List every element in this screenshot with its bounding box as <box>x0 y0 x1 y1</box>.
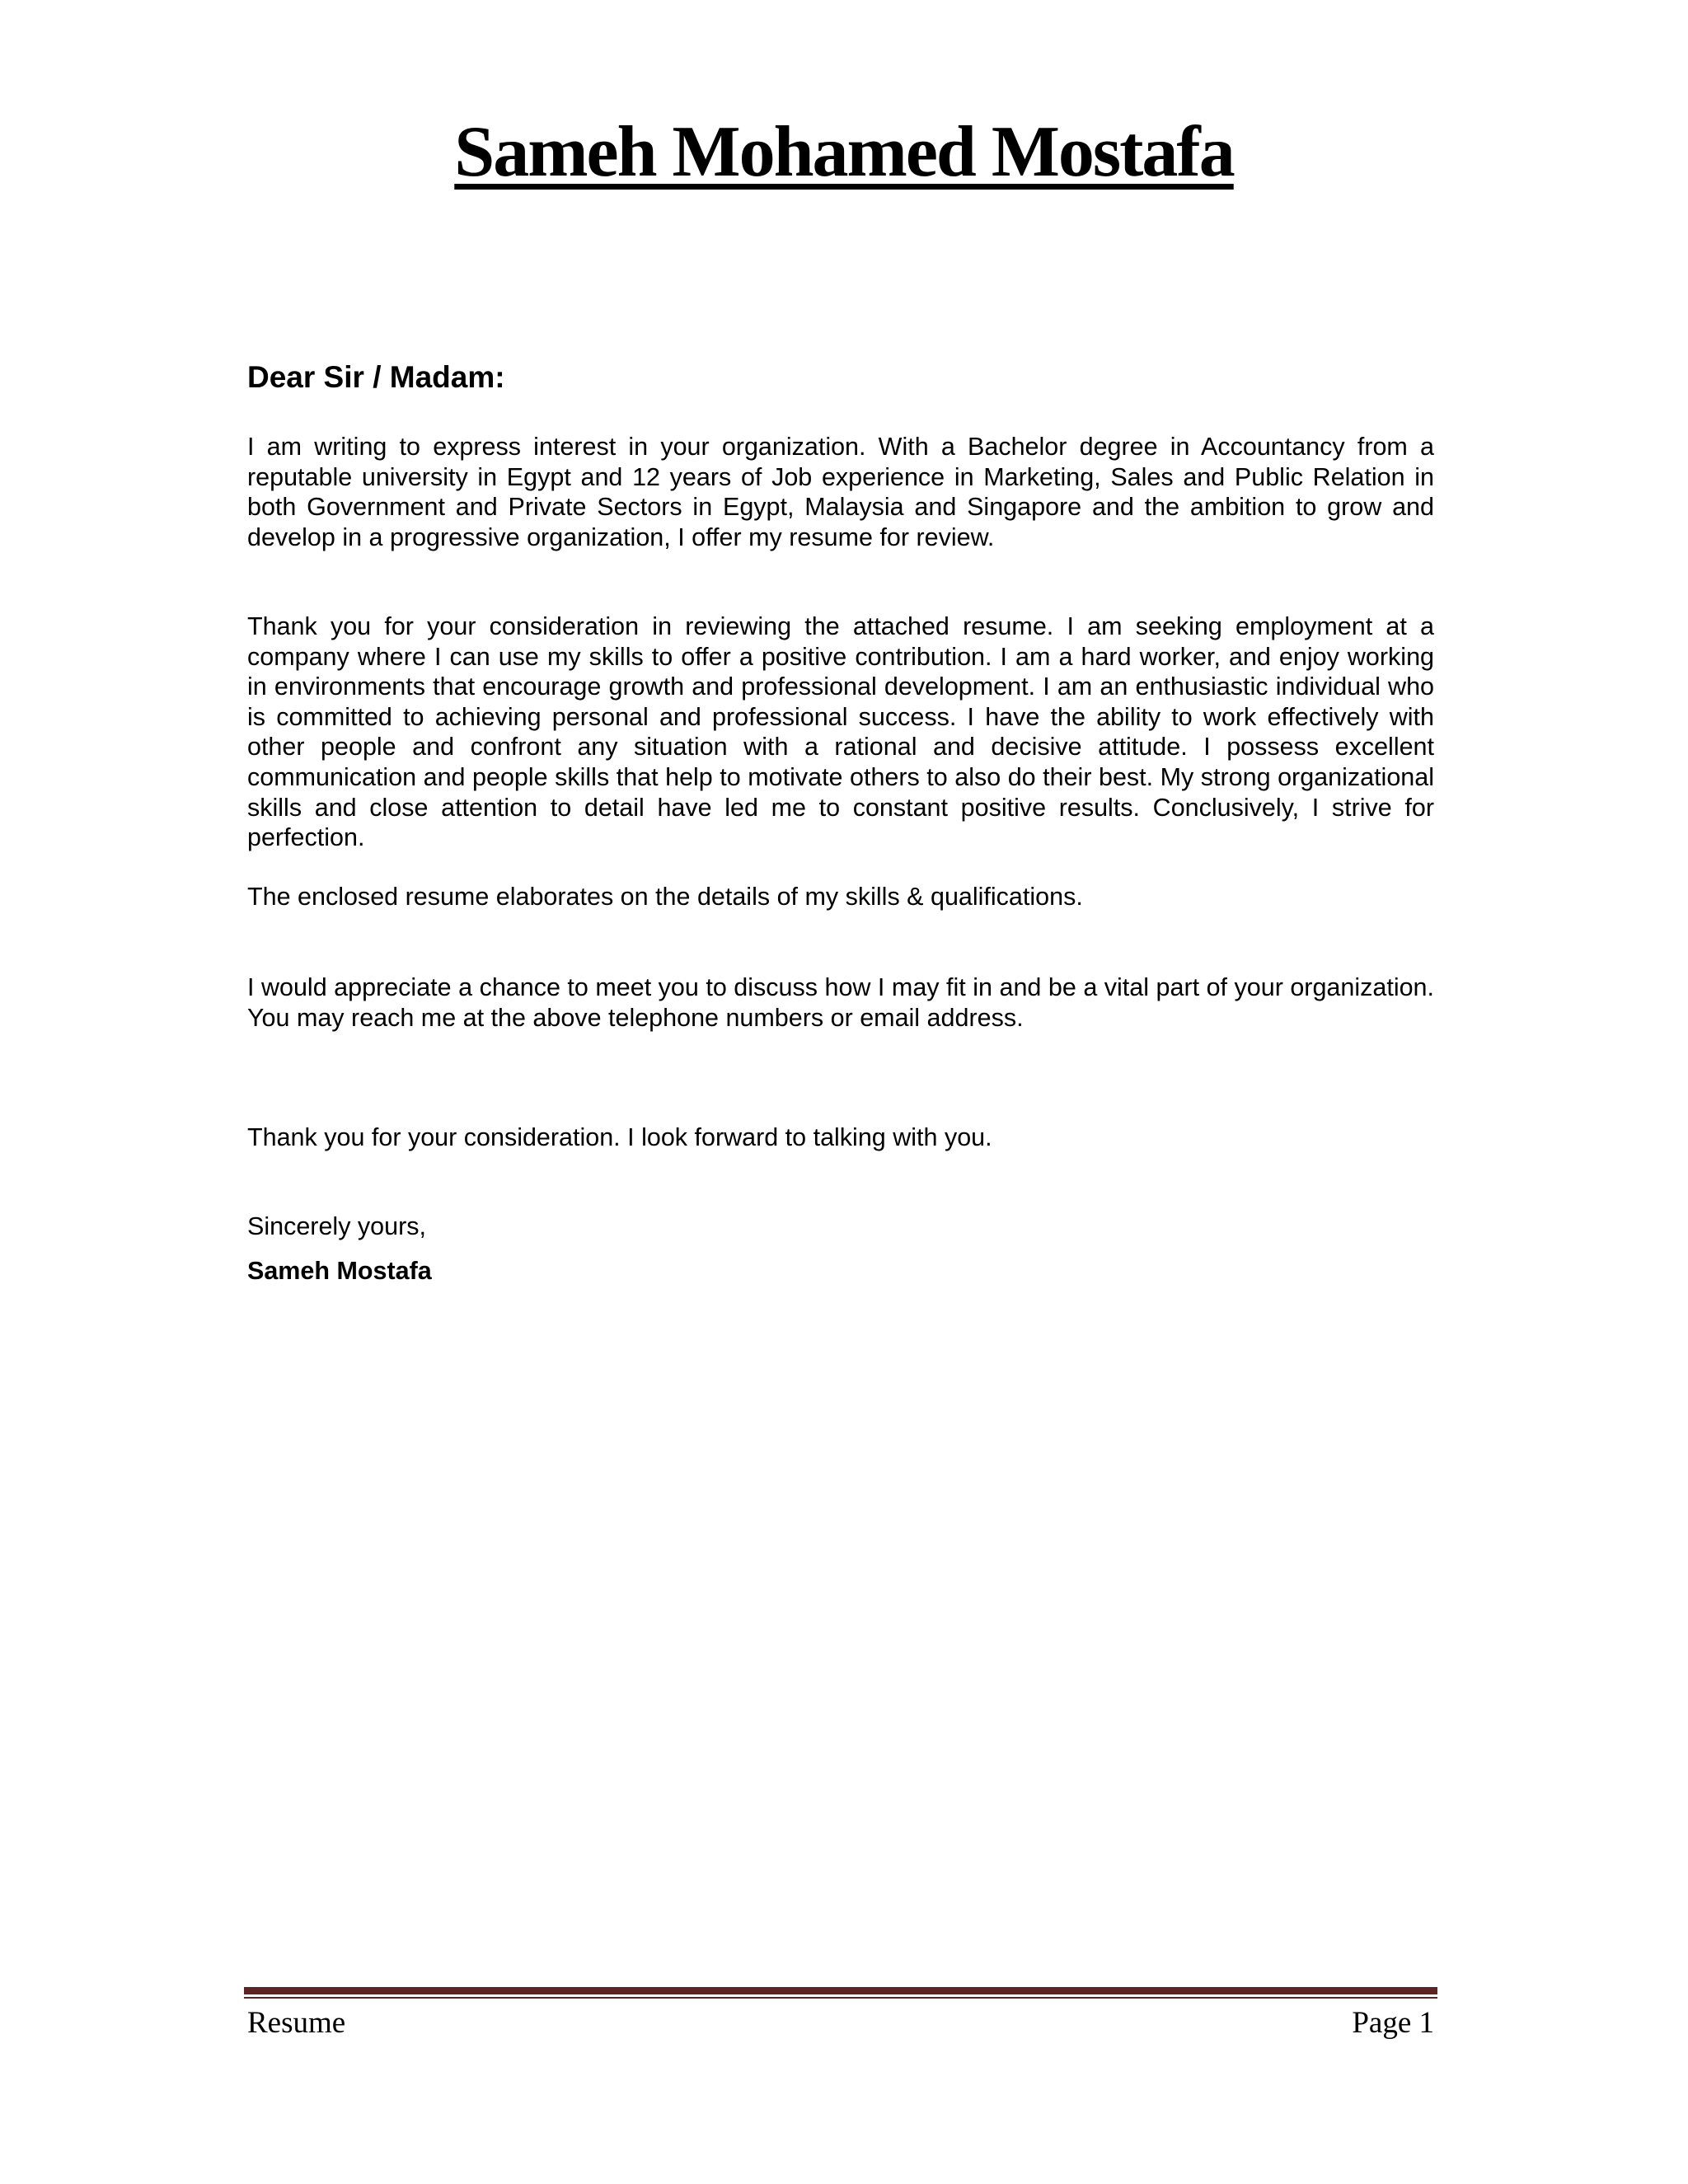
paragraph-enclosed: The enclosed resume elaborates on the details of my skills & qualifications. <box>247 883 1083 911</box>
paragraph-meeting: I would appreciate a chance to meet you to discuss how I may fit in and be a vital part of your organization. You may reach me at the above telephone numbers or email address. <box>247 973 1434 1032</box>
paragraph-thanks: Thank you for your consideration. I look forward to talking with you. <box>247 1123 992 1151</box>
page-number: Page 1 <box>1352 2006 1434 2040</box>
footer-rule-thick <box>244 1987 1437 1994</box>
paragraph-qualities: Thank you for your consideration in reviewing the attached resume. I am seeking employment at a company where I can use my skills to offer a positive contribution. I am a hard worker, and enjoy working in environments that encourage growth and professional development. I am an enthusiastic individual who is committed to achieving personal and professional success. I have the ability to work effectively with other people and confront any situation with a rational and decisive attitude. I possess excellent communication and people skills that help to motivate others to also do their best. My strong organizational skills and close attention to detail have led me to constant positive results. Conclusively, I strive for perfection. <box>247 612 1434 852</box>
footer-rule-thin <box>244 1997 1437 1999</box>
signature: Sameh Mostafa <box>247 1257 432 1285</box>
closing: Sincerely yours, <box>247 1212 426 1240</box>
salutation: Dear Sir / Madam: <box>247 360 505 394</box>
footer-label: Resume <box>247 2006 346 2040</box>
paragraph-intro: I am writing to express interest in your organization. With a Bachelor degree in Accountancy from a reputable university in Egypt and 12 years of Job experience in Marketing, Sales and Public Relation in both Government and Private Sectors in Egypt, Malaysia and Singapore and the ambition to grow and develop in a progressive organization, I offer my resume for review. <box>247 433 1434 551</box>
applicant-name: Sameh Mohamed Mostafa <box>454 112 1234 192</box>
page-title <box>0 111 1688 194</box>
